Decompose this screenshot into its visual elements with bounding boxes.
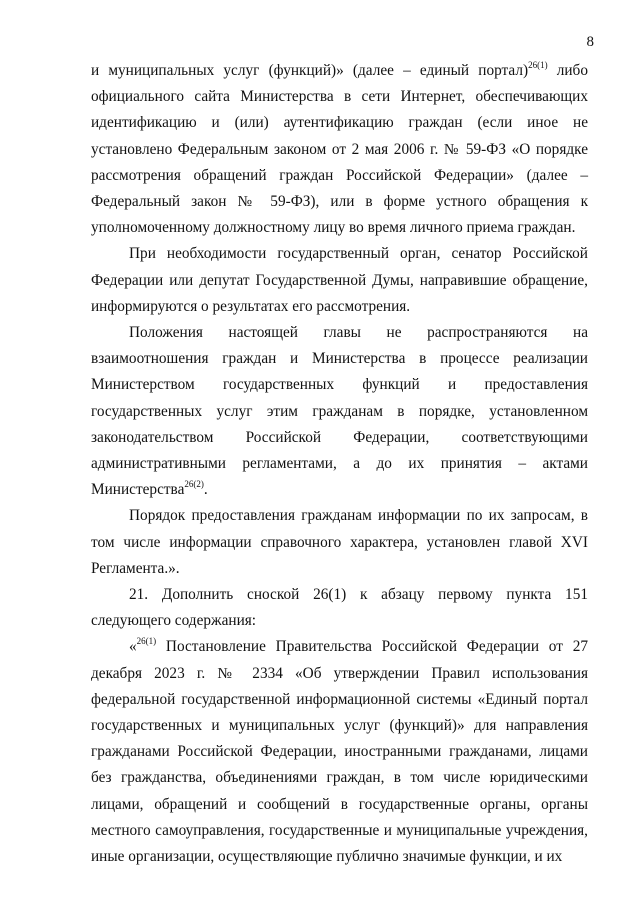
paragraph-text: « (129, 638, 137, 656)
footnote-reference: 26(1) (136, 636, 157, 647)
paragraph (91, 241, 588, 320)
paragraph-text: Положения настоящей главы не распространяются на взаимоотношения граждан и Министерства в процессе реализации Министерством государственных функций и предоставления государственных услуг этим гражданам в порядке, установленном законодательством Российской Федерации, соответствующими административными регламентами, а до их принятия – актами Министерства (91, 324, 588, 499)
paragraph (91, 503, 588, 582)
paragraph-text: . (203, 481, 208, 499)
paragraph (91, 58, 588, 241)
paragraph (91, 634, 588, 870)
paragraph-text: При необходимости государственный орган, сенатор Российской Федерации или депутат Государственной Думы, направившие обращение, информируются о результатах его рассмотрения. (91, 245, 588, 315)
page-number: 8 (586, 34, 594, 50)
footnote-reference: 26(2) (184, 479, 204, 490)
paragraph-text: Порядок предоставления гражданам информации по их запросам, в том числе информации справочного характера, установлен главой XVI Регламента.». (91, 507, 588, 577)
document-body (91, 58, 588, 870)
paragraph-text: либо официального сайта Министерства в сети Интернет, обеспечивающих идентификацию и (или) аутентификацию граждан (если иное не установлено Федеральным законом от 2 мая 2006 г. № 59-ФЗ «О порядке рассмотрения обращений граждан Российской Федерации» (далее – Федеральный закон № 59-ФЗ), или в форме устного обращения к уполномоченному должностному лицу во время личного приема граждан. (91, 62, 588, 237)
paragraph (91, 320, 588, 503)
footnote-reference: 26(1) (528, 60, 548, 70)
paragraph-text: Постановление Правительства Российской Федерации от 27 декабря 2023 г. № 2334 «Об утверждении Правил использования федеральной государственной информационной системы «Единый портал государственных и муниципальных услуг (функций)» для направления гражданами Российской Федерации, иностранными гражданами, лицами без гражданства, объединениями граждан, в том числе юридическими лицами, обращений и сообщений в государственные органы, органы местного самоуправления, государственные и муниципальные учреждения, иные организации, осуществляющие публично значимые функции, и их (91, 638, 588, 866)
paragraph-text: 21. Дополнить сноской 26(1) к абзацу первому пункта 151 следующего содержания: (91, 586, 588, 630)
paragraph (91, 582, 588, 634)
paragraph-text: и муниципальных услуг (функций)» (далее – единый портал) (91, 62, 529, 79)
